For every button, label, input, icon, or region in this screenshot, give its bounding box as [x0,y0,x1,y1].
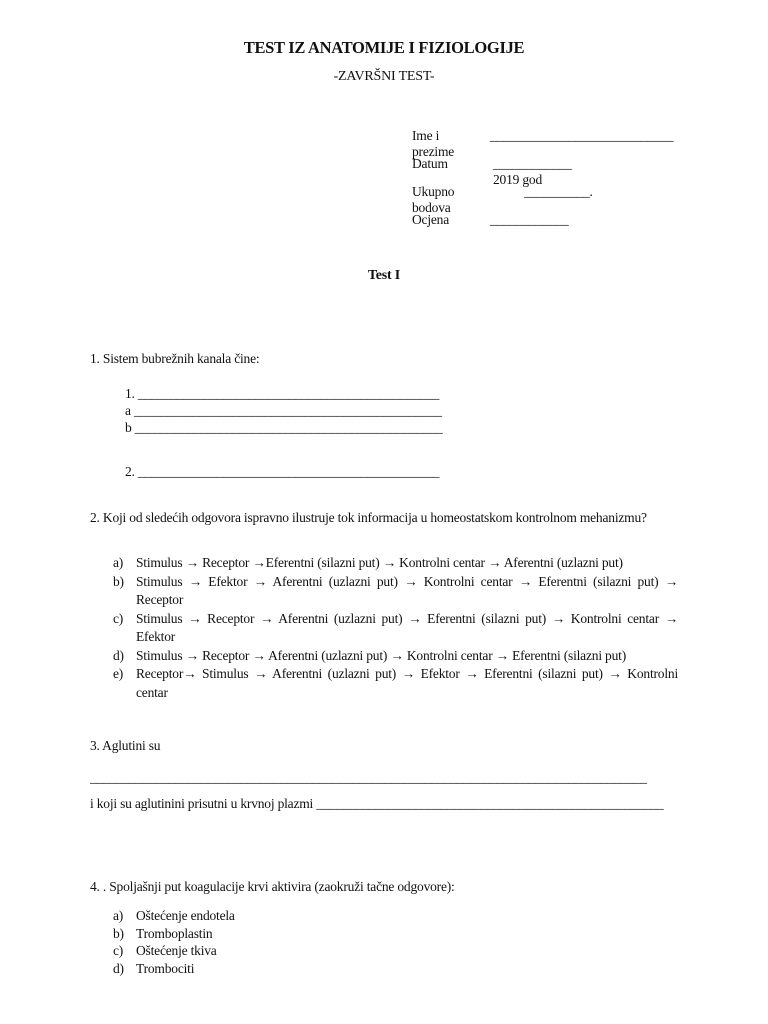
option-text: Trombociti [136,960,195,976]
question-3-answer-line[interactable]: _____________________________________________________________________________________ [90,770,647,785]
answer-line-1[interactable]: 1. ______________________________________________ [125,386,440,401]
document-subtitle: -ZAVRŠNI TEST- [333,69,435,84]
option-text: Stimulus → Receptor → Aferentni (uzlazni put) → Eferentni (silazni put) → Kontrolni centar → Efektor [136,610,678,644]
option-letter: c) [113,610,124,626]
question-4-options [113,907,678,977]
option-letter: d) [113,960,124,976]
info-field-label: Ime i prezime [412,128,455,159]
answer-line-2[interactable]: 2. ______________________________________________ [125,464,440,479]
option-text: Stimulus → Receptor →Eferentni (silazni put) → Kontrolni centar → Aferentni (uzlazni put) [136,555,623,570]
option-text: Tromboplastin [136,925,213,941]
option-letter: b) [113,573,124,589]
question-3-followup [90,796,663,812]
document-title: TEST IZ ANATOMIJE I FIZIOLOGIJE [243,38,525,57]
option-letter: d) [113,647,124,663]
info-field-label: Ukupno bodova [412,184,455,215]
option-d[interactable] [113,960,678,978]
question-3: 3. Aglutini su [90,738,161,753]
date-blank[interactable]: ____________ 2019 god [493,156,572,187]
option-c[interactable] [113,610,678,647]
option-a[interactable] [113,554,678,573]
option-a[interactable] [113,907,678,925]
info-field-label: Ocjena [412,212,450,227]
info-field-label: Datum [412,156,448,171]
name-blank[interactable]: ____________________________ [490,128,674,143]
option-e[interactable] [113,665,678,702]
option-b[interactable] [113,925,678,943]
option-letter: b) [113,925,124,941]
option-text: Oštećenje endotela [136,908,235,923]
question-1: 1. Sistem bubrežnih kanala čine: [90,351,260,366]
answer-line-1a[interactable]: a _______________________________________________ [125,403,442,418]
option-text: Stimulus → Efektor → Aferentni (uzlazni put) → Kontrolni centar → Eferentni (silazni put) → Receptor [136,573,678,607]
option-letter: a) [113,908,124,923]
option-d[interactable] [113,647,678,666]
section-title: Test I [367,268,401,283]
question-2: 2. Koji od sledećih odgovora ispravno ilustruje tok informacija u homeostatskom kontrolnom mehanizmu? [90,510,647,525]
option-letter: e) [113,666,124,681]
question-2-options [113,554,678,702]
option-letter: a) [113,555,124,570]
option-b[interactable] [113,573,678,610]
question-3-followup-line[interactable]: _____________________________________________________ [316,796,664,811]
option-text: Stimulus → Receptor → Aferentni (uzlazni put) → Kontrolni centar → Eferentni (silazni put) [136,647,626,663]
answer-line-1b[interactable]: b _______________________________________________ [125,420,443,435]
option-letter: c) [113,943,124,958]
option-text: Oštećenje tkiva [136,943,217,958]
option-text: Receptor→ Stimulus → Aferentni (uzlazni put) → Efektor → Eferentni (silazni put) → Kontrolni centar [136,666,678,700]
question-3-followup-label: i koji su aglutinini prisutni u krvnoj plazmi [90,796,314,811]
points-blank[interactable]: __________. [524,184,593,199]
question-4: 4. . Spoljašnji put koagulacije krvi aktivira (zaokruži tačne odgovore): [90,879,455,894]
grade-blank[interactable]: ____________ [490,212,569,227]
option-c[interactable] [113,942,678,960]
